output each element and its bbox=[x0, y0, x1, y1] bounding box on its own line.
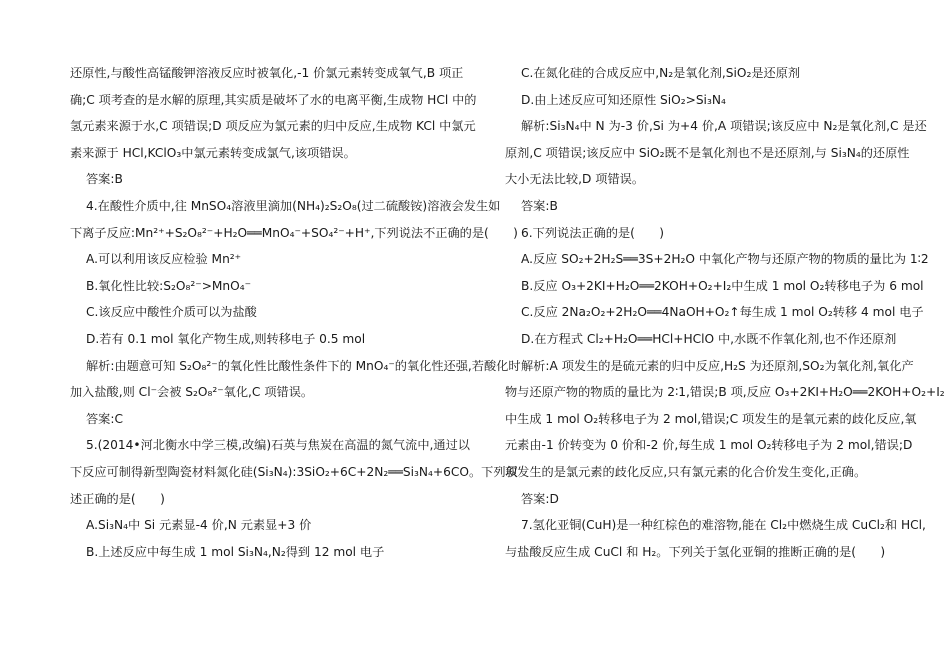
text-line: 项发生的是氯元素的歧化反应,只有氯元素的化合价发生变化,正确。 bbox=[505, 464, 867, 479]
text-line: 中生成 1 mol O₂转移电子为 2 mol,错误;C 项发生的是氧元素的歧化反应,氧 bbox=[505, 411, 917, 426]
text-line: 解析:Si₃N₄中 N 为-3 价,Si 为+4 价,A 项错误;该反应中 N₂是氧化剂,C 是还 bbox=[521, 119, 927, 134]
text-line: 6.下列说法正确的是( ) bbox=[521, 225, 665, 240]
text-line: D.由上述反应可知还原性 SiO₂>Si₃N₄ bbox=[521, 92, 726, 107]
text-line: 加入盐酸,则 Cl⁻会被 S₂O₈²⁻氧化,C 项错误。 bbox=[70, 385, 314, 400]
text-line: 素来源于 HCl,KClO₃中氯元素转变成氯气,该项错误。 bbox=[70, 145, 356, 160]
text-line: B.反应 O₃+2KI+H₂O══2KOH+O₂+I₂中生成 1 mol O₂转移电子为 6 mol bbox=[521, 278, 924, 293]
text-line: 述正确的是( ) bbox=[70, 491, 165, 506]
left-column bbox=[70, 60, 521, 565]
text-line: 确;C 项考查的是水解的原理,其实质是破坏了水的电离平衡,生成物 HCl 中的 bbox=[70, 92, 477, 107]
text-line: 物与还原产物的物质的量比为 2∶1,错误;B 项,反应 O₃+2KI+H₂O══2KOH+O₂+I₂ bbox=[505, 385, 945, 400]
text-line: 答案:B bbox=[86, 172, 123, 187]
text-line: B.氧化性比较:S₂O₈²⁻>MnO₄⁻ bbox=[86, 278, 252, 293]
text-line: C.该反应中酸性介质可以为盐酸 bbox=[86, 305, 257, 320]
text-line: A.Si₃N₄中 Si 元素显-4 价,N 元素显+3 价 bbox=[86, 518, 312, 533]
text-line: C.反应 2Na₂O₂+2H₂O══4NaOH+O₂↑每生成 1 mol O₂转移 4 mol 电子 bbox=[521, 305, 924, 320]
text-line: 5.(2014•河北衡水中学三模,改编)石英与焦炭在高温的氮气流中,通过以 bbox=[86, 438, 470, 453]
text-line: B.上述反应中每生成 1 mol Si₃N₄,N₂得到 12 mol 电子 bbox=[86, 544, 385, 559]
text-line: 答案:D bbox=[521, 491, 559, 506]
text-line: 原剂,C 项错误;该反应中 SiO₂既不是氧化剂也不是还原剂,与 Si₃N₄的还原性 bbox=[505, 145, 910, 160]
text-line: 答案:B bbox=[521, 198, 558, 213]
text-line: A.反应 SO₂+2H₂S══3S+2H₂O 中氧化产物与还原产物的物质的量比为 1∶2 bbox=[521, 252, 929, 267]
text-line: 解析:A 项发生的是硫元素的归中反应,H₂S 为还原剂,SO₂为氧化剂,氧化产 bbox=[521, 358, 914, 373]
text-line: 氢元素来源于水,C 项错误;D 项反应为氯元素的归中反应,生成物 KCl 中氯元 bbox=[70, 119, 476, 134]
text-line: 下离子反应:Mn²⁺+S₂O₈²⁻+H₂O══MnO₄⁻+SO₄²⁻+H⁺,下列说法不正确的是( ) bbox=[70, 225, 518, 240]
text-line: 大小无法比较,D 项错误。 bbox=[505, 172, 645, 187]
right-column bbox=[505, 60, 945, 565]
text-line: A.可以利用该反应检验 Mn²⁺ bbox=[86, 252, 242, 267]
text-line: 解析:由题意可知 S₂O₈²⁻的氧化性比酸性条件下的 MnO₄⁻的氧化性还强,若酸化时 bbox=[86, 358, 521, 373]
text-line: C.在氮化硅的合成反应中,N₂是氧化剂,SiO₂是还原剂 bbox=[521, 66, 801, 80]
text-line: D.若有 0.1 mol 氧化产物生成,则转移电子 0.5 mol bbox=[86, 331, 366, 346]
text-line: 与盐酸反应生成 CuCl 和 H₂。下列关于氢化亚铜的推断正确的是( ) bbox=[505, 544, 886, 559]
text-line: 4.在酸性介质中,往 MnSO₄溶液里滴加(NH₄)₂S₂O₈(过二硫酸铵)溶液会发生如 bbox=[86, 198, 501, 213]
text-line: 答案:C bbox=[86, 411, 123, 426]
text-line: 7.氢化亚铜(CuH)是一种红棕色的难溶物,能在 Cl₂中燃烧生成 CuCl₂和 HCl, bbox=[521, 518, 926, 533]
text-line: 下反应可制得新型陶瓷材料氮化硅(Si₃N₄):3SiO₂+6C+2N₂══Si₃N₄+6CO。下列叙 bbox=[70, 464, 518, 479]
text-line: 还原性,与酸性高锰酸钾溶液反应时被氧化,-1 价氯元素转变成氧气,B 项正 bbox=[70, 66, 464, 80]
text-line: D.在方程式 Cl₂+H₂O══HCl+HClO 中,水既不作氧化剂,也不作还原剂 bbox=[521, 331, 897, 346]
text-line: 元素由-1 价转变为 0 价和-2 价,每生成 1 mol O₂转移电子为 2 mol,错误;D bbox=[505, 438, 913, 453]
